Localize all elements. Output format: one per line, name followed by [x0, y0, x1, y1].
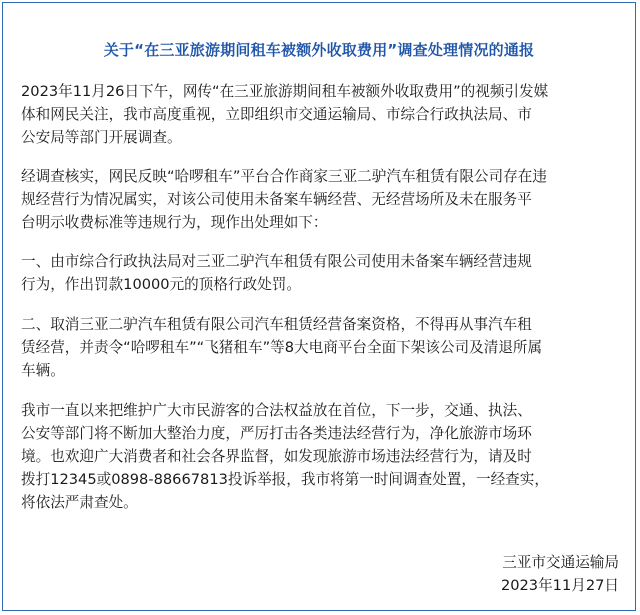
signature-issuer: 三亚市交通运输局	[502, 554, 619, 571]
paragraph-line: 经调查核实，网民反映“哈啰租车”平台合作商家三亚二驴汽车租赁有限公司存在违	[21, 168, 547, 185]
paragraph-line: 二、取消三亚二驴汽车租赁有限公司汽车租赁经营备案资格，不得再从事汽车租	[21, 316, 532, 333]
signature-date: 2023年11月27日	[500, 577, 619, 594]
paragraph-line: 规经营行为情况属实，对该公司使用未备案车辆经营、无经营场所及未在服务平	[21, 191, 532, 208]
paragraph-closing	[21, 399, 631, 514]
paragraph-penalty-one	[21, 250, 631, 296]
paragraph-line: 公安等部门将不断加大整治力度，严厉打击各类违法经营行为，净化旅游市场环	[21, 425, 532, 442]
paragraph-line: 车辆。	[21, 362, 65, 379]
paragraph-line: 行为，作出罚款10000元的顶格行政处罚。	[21, 276, 301, 293]
paragraph-line: 境。也欢迎广大消费者和社会各界监督，如发现旅游市场违法经营行为，请及时	[21, 448, 532, 465]
paragraph-line: 台明示收费标准等违规行为，现作出处理如下：	[21, 214, 328, 231]
paragraph-line: 将依法严肃查处。	[21, 494, 138, 511]
paragraph-penalty-two	[21, 313, 631, 382]
paragraph-intro	[21, 80, 631, 149]
notice-title: 关于“在三亚旅游期间租车被额外收取费用”调查处理情况的通报	[103, 41, 535, 59]
paragraph-line: 我市一直以来把维护广大市民游客的合法权益放在首位，下一步，交通、执法、	[21, 402, 532, 419]
paragraph-line: 拨打12345或0898-88667813投诉举报，我市将第一时间调查处置，一经查实，	[21, 471, 549, 488]
paragraph-findings	[21, 165, 631, 234]
paragraph-line: 赁经营，并责令“哈啰租车”“飞猪租车”等8大电商平台全面下架该公司及清退所属	[21, 339, 543, 356]
paragraph-line: 2023年11月26日下午，网传“在三亚旅游期间租车被额外收取费用”的视频引发媒	[21, 83, 549, 100]
notice-frame	[2, 2, 636, 611]
paragraph-line: 一、由市综合行政执法局对三亚二驴汽车租赁有限公司使用未备案车辆经营违规	[21, 253, 532, 270]
paragraph-line: 体和网民关注，我市高度重视，立即组织市交通运输局、市综合行政执法局、市	[21, 106, 532, 123]
paragraph-line: 公安局等部门开展调查。	[21, 129, 182, 146]
